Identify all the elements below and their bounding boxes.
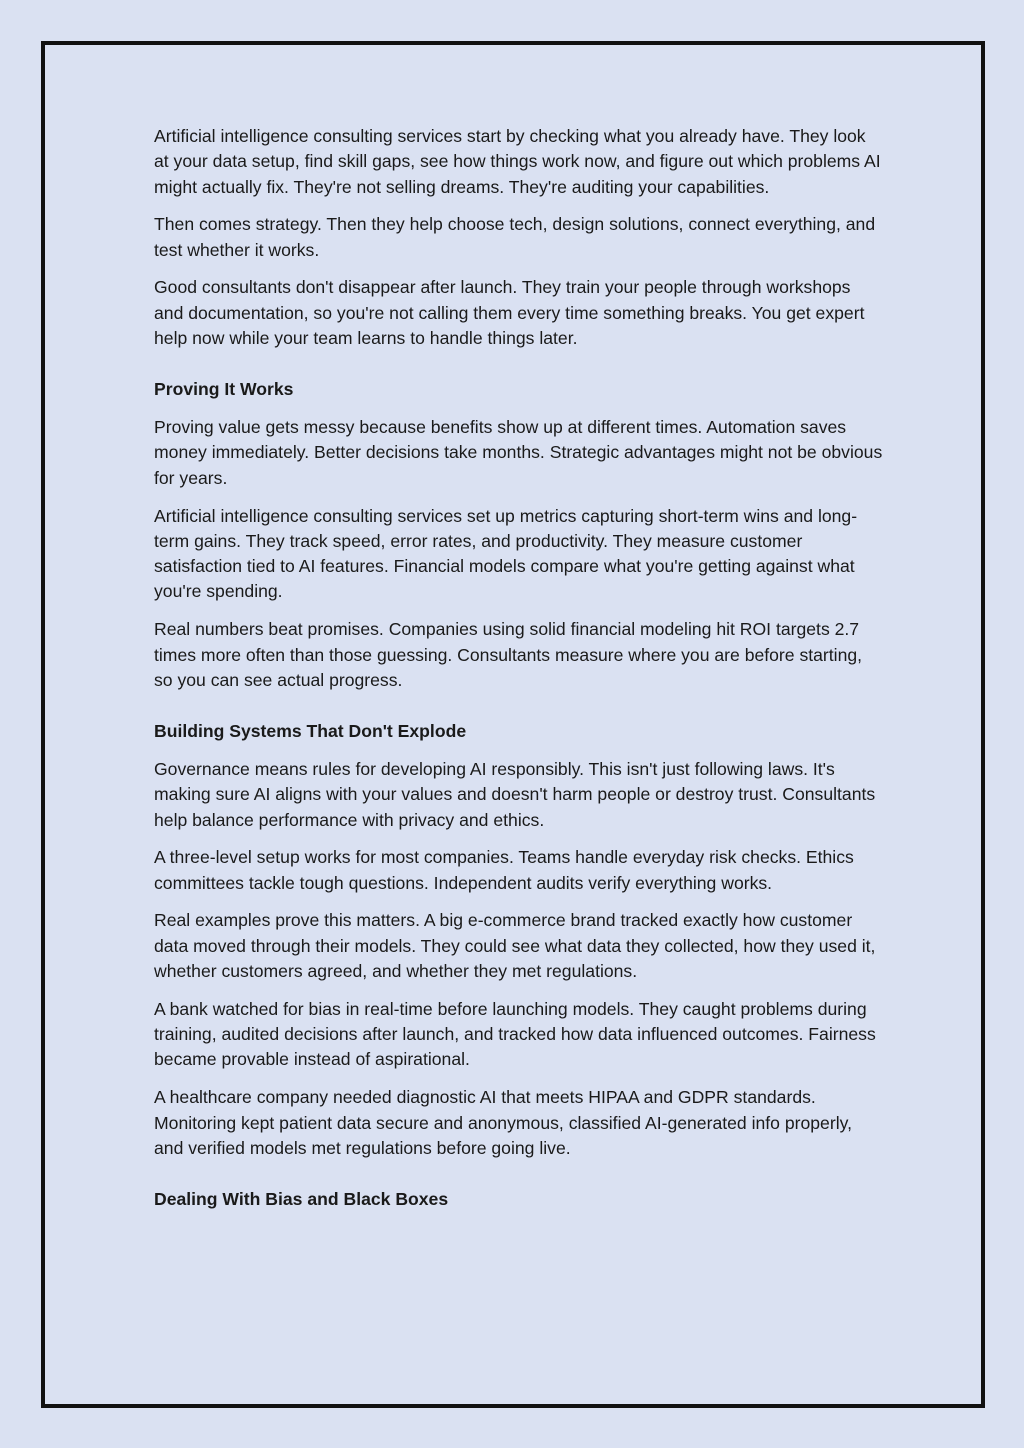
section-heading: Proving It Works	[154, 379, 294, 400]
paragraph: A healthcare company needed diagnostic AI that meets HIPAA and GDPR standards. Monitoring kept patient data secure and anonymous, classified AI-generated info properly, and verified models met regulations before going live.	[154, 1087, 852, 1158]
paragraph: Proving value gets messy because benefits show up at different times. Automation saves money immediately. Better decisions take months. Strategic advantages might not be obvious for years.	[154, 417, 883, 488]
paragraph: Artificial intelligence consulting services start by checking what you already have. They look at your data setup, find skill gaps, see how things work now, and figure out which problems AI might actually fix. They're not selling dreams. They're auditing your capabilities.	[154, 126, 881, 197]
paragraph: Good consultants don't disappear after launch. They train your people through workshops and documentation, so you're not calling them every time something breaks. You get expert help now while your team learns to handle things later.	[154, 277, 865, 349]
paragraph: Real examples prove this matters. A big e-commerce brand tracked exactly how customer data moved through their models. They could see what data they collected, how they used it, whether customers agreed, and whether they met regulations.	[154, 910, 876, 982]
paragraph: Governance means rules for developing AI responsibly. This isn't just following laws. It's making sure AI aligns with your values and doesn't harm people or destroy trust. Consultants help balance performance with privacy and ethics.	[154, 758, 876, 830]
section-heading: Building Systems That Don't Explode	[154, 721, 467, 742]
paragraph: Real numbers beat promises. Companies using solid financial modeling hit ROI targets 2.7 times more often than those guessing. Consultants measure where you are before starting, so you can see actual progress.	[154, 619, 863, 690]
section-heading: Dealing With Bias and Black Boxes	[154, 1189, 449, 1210]
paragraph: Artificial intelligence consulting services set up metrics capturing short-term wins and long-term gains. They track speed, error rates, and productivity. They measure customer satisfaction tied to AI features. Financial models compare what you're getting against what you're spending.	[154, 505, 858, 602]
paragraph: A bank watched for bias in real-time before launching models. They caught problems during training, audited decisions after launch, and tracked how data influenced outcomes. Fairness became provable instead of aspirational.	[154, 998, 876, 1070]
paragraph: A three-level setup works for most companies. Teams handle everyday risk checks. Ethics committees tackle tough questions. Independent audits verify everything works.	[154, 847, 854, 893]
paragraph: Then comes strategy. Then they help choose tech, design solutions, connect everything, and test whether it works.	[154, 214, 876, 260]
document-body	[154, 124, 884, 1225]
